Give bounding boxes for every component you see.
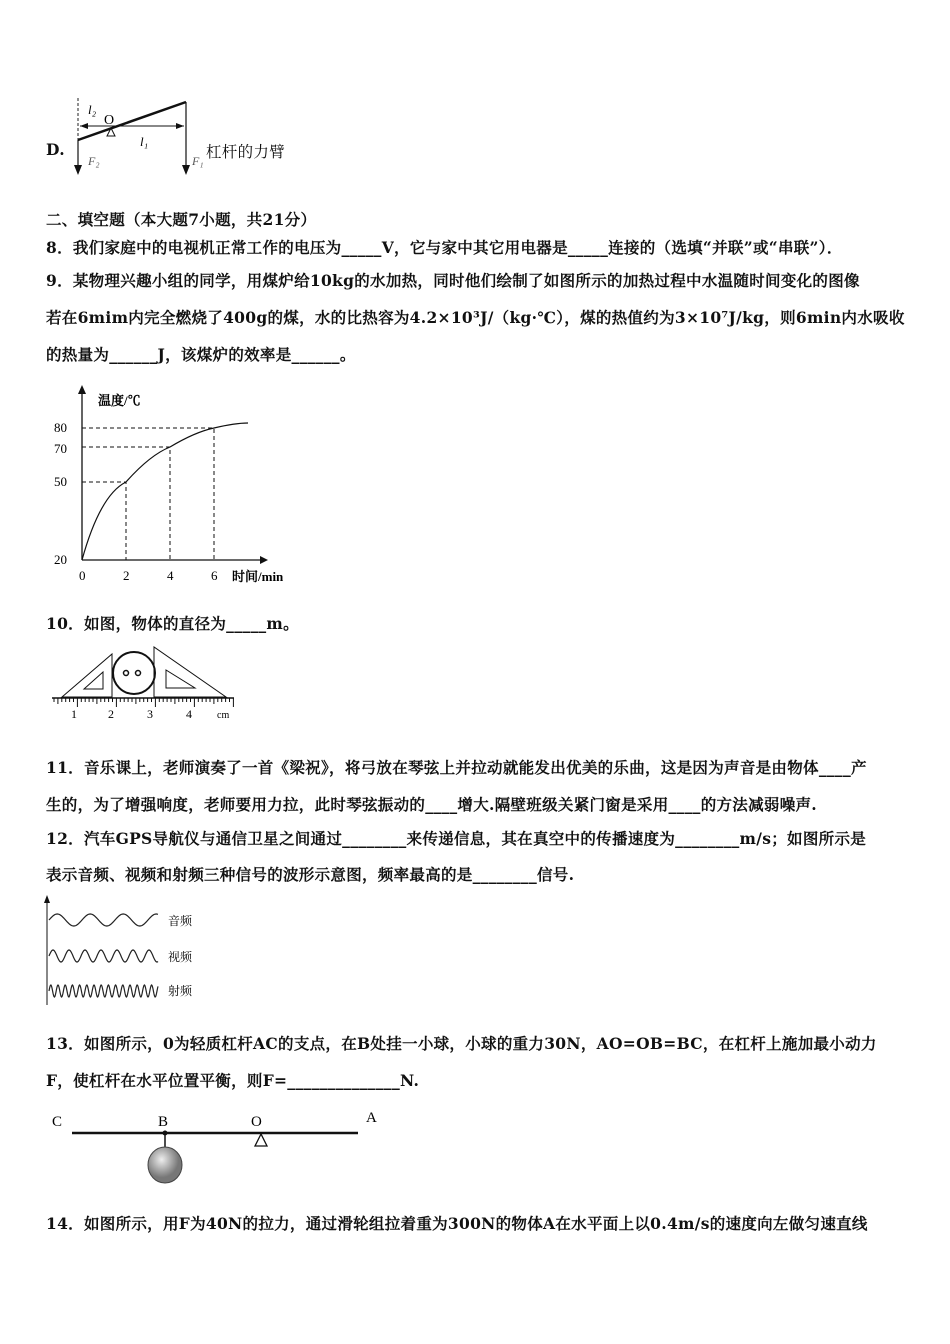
ruler-tick: 1 (71, 707, 77, 721)
ruler-unit: cm (217, 710, 230, 721)
y-tick: 70 (54, 441, 67, 456)
x-axis-label: 时间/min (232, 569, 284, 584)
question-11-line-2: 生的，为了增强响度，老师要用力拉，此时琴弦振动的____增大.隔壁班级关紧门窗是采用____的方法减弱噪声. (46, 795, 817, 814)
pivot-o-label: O (104, 113, 115, 128)
y-tick: 80 (54, 420, 67, 435)
question-10: 10．如图，物体的直径为_____m。 (46, 614, 299, 633)
question-9-line-2: 若在6mim内完全燃烧了400g的煤，水的比热容为4.2×10³J/（kg·℃），煤的热值约为3×10⁷J/kg，则6min内水吸收 (46, 308, 905, 327)
wave-label-video: 视频 (168, 950, 193, 964)
question-11-line-1: 11．音乐课上，老师演奏了一首《梁祝》，将弓放在琴弦上并拉动就能发出优美的乐曲，这是因为声音是由物体____产 (46, 758, 867, 777)
x-tick: 4 (167, 568, 174, 583)
question-13-line-1: 13．如图所示，0为轻质杠杆AC的支点，在B处挂一小球，小球的重力30N，AO=OB=BC，在杠杆上施加最小动力 (46, 1034, 877, 1053)
wave-label-audio: 音频 (168, 914, 193, 928)
x-tick: 2 (123, 568, 130, 583)
question-9-line-3: 的热量为______J，该煤炉的效率是______。 (46, 345, 356, 364)
question-12-line-2: 表示音频、视频和射频三种信号的波形示意图，频率最高的是________信号. (46, 865, 575, 884)
f1-label: F₁ (192, 154, 204, 168)
point-b-label: B (158, 1114, 169, 1130)
option-d-label: D. (46, 140, 65, 159)
question-9-line-1: 9．某物理兴趣小组的同学，用煤炉给10kg的水加热，同时他们绘制了如图所示的加热过程中水温随时间变化的图像 (46, 271, 860, 290)
option-d-caption: 杠杆的力臂 (206, 143, 286, 161)
wave-label-radio: 射频 (168, 984, 193, 998)
l2-label: l₂ (88, 102, 97, 117)
ruler-tick: 4 (186, 707, 192, 721)
question-14: 14．如图所示，用F为40N的拉力，通过滑轮组拉着重为300N的物体A在水平面上以0.4m/s的速度向左做匀速直线 (46, 1214, 868, 1233)
f2-label: F₂ (88, 154, 100, 168)
point-o-label: O (251, 1114, 262, 1130)
y-axis-label: 温度/℃ (98, 393, 141, 408)
section-title: 二、填空题（本大题7小题，共21分） (46, 210, 317, 229)
x-tick: 0 (79, 568, 86, 583)
l1-label: l₁ (140, 134, 149, 149)
ruler-tick: 2 (108, 707, 114, 721)
point-a-label: A (366, 1110, 377, 1126)
ruler-tick: 3 (147, 707, 153, 721)
x-tick: 6 (211, 568, 218, 583)
question-8: 8．我们家庭中的电视机正常工作的电压为_____V，它与家中其它用电器是_____连接的（选填“并联”或“串联”）． (46, 238, 843, 257)
y-tick: 50 (54, 474, 67, 489)
y-tick: 20 (54, 552, 67, 567)
point-c-label: C (52, 1114, 63, 1130)
question-12-line-1: 12．汽车GPS导航仪与通信卫星之间通过________来传递信息，其在真空中的传播速度为________m/s；如图所示是 (46, 829, 867, 848)
question-13-line-2: F，使杠杆在水平位置平衡，则F=______________N. (46, 1071, 420, 1090)
